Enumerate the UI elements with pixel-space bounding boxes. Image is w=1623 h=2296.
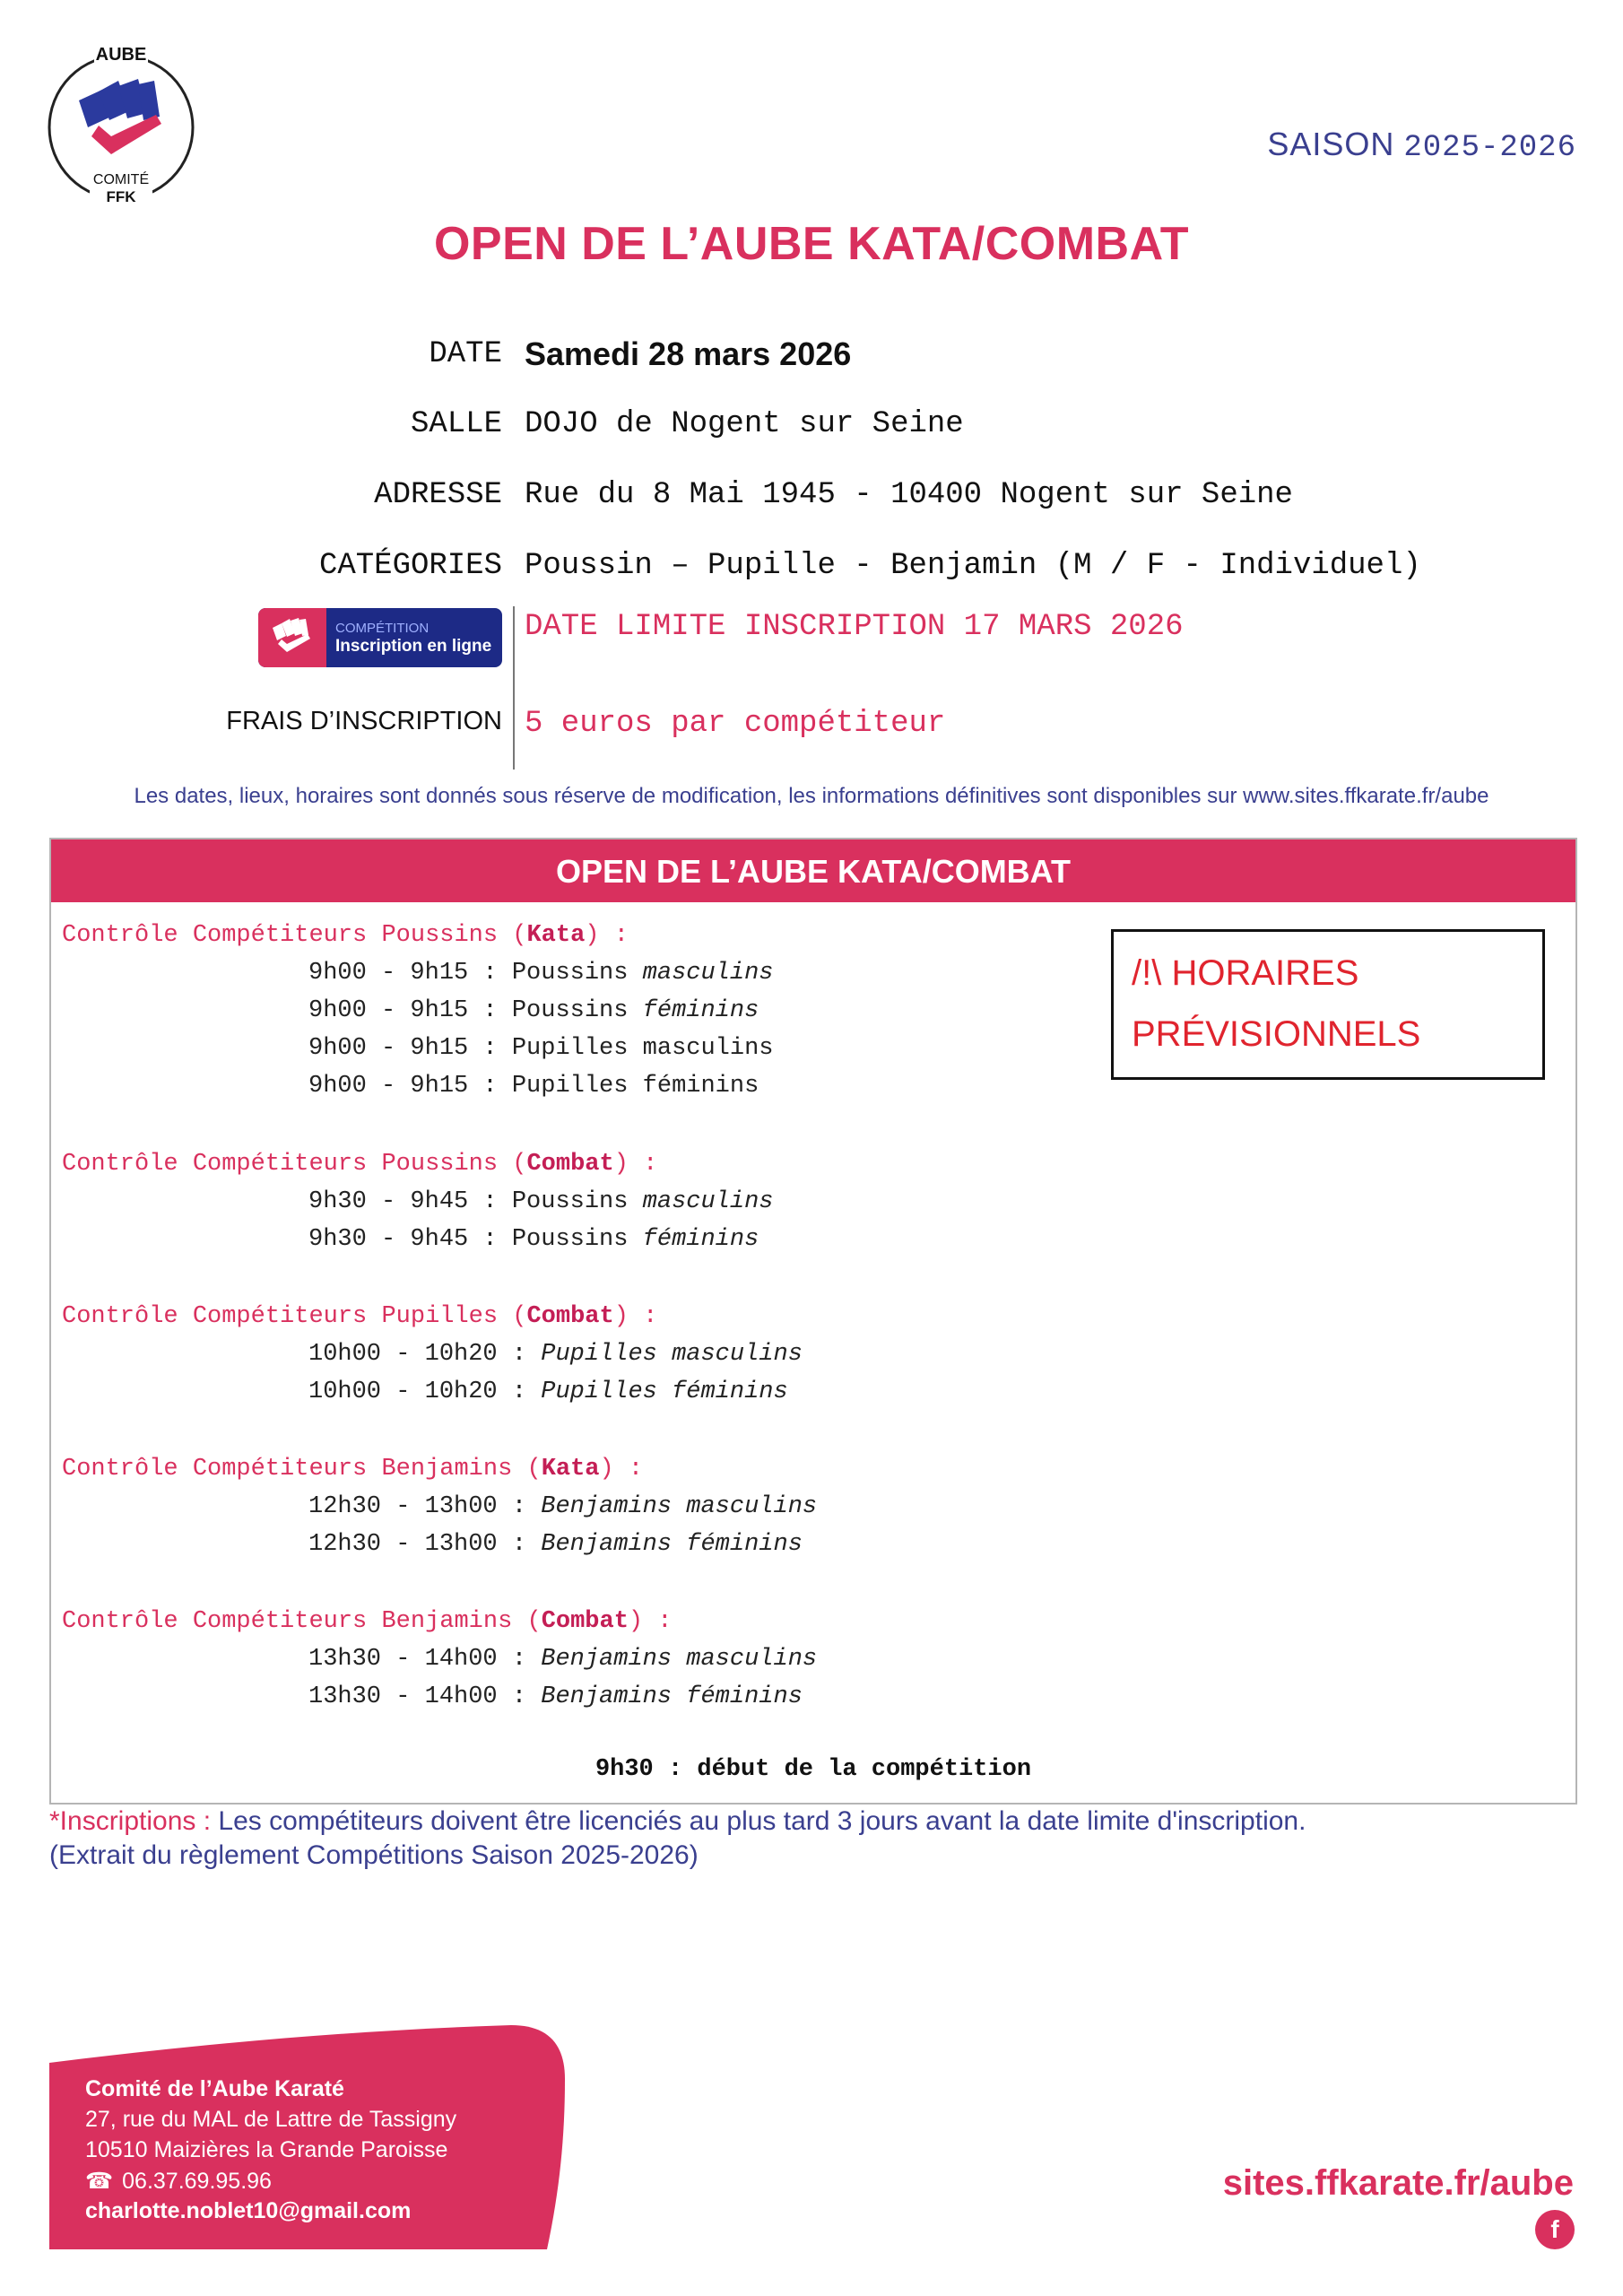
section-heading [62, 1151, 657, 1178]
row-gender: féminins [642, 997, 759, 1024]
provisional-warning-box [1111, 929, 1545, 1080]
row-category: Benjamins [541, 1683, 687, 1710]
row-gender: masculins [642, 1188, 774, 1215]
row-gender: masculins [642, 1035, 774, 1062]
footnote-star: *Inscriptions : [49, 1806, 212, 1836]
salle-value: DOJO de Nogent sur Seine [525, 407, 964, 441]
row-category: Benjamins [541, 1531, 687, 1558]
section-heading-kind: Kata [526, 922, 586, 949]
logo-bottom-text: COMITÉ [92, 172, 150, 187]
section-heading-kind: Combat [526, 1303, 614, 1330]
salle-label: SALLE [410, 407, 502, 441]
logo-top-text: AUBE [95, 45, 147, 65]
facebook-icon[interactable]: f [1535, 2210, 1575, 2249]
section-heading-suffix: ) : [585, 922, 629, 949]
row-category: Pupilles [541, 1378, 673, 1405]
schedule-row [308, 1226, 759, 1253]
row-gender: masculins [642, 960, 774, 987]
footer-address-1: 27, rue du MAL de Lattre de Tassigny [85, 2107, 457, 2132]
season-label [1267, 126, 1576, 165]
section-heading-prefix: Contrôle Compétiteurs Benjamins ( [62, 1608, 542, 1635]
row-gender: féminins [642, 1073, 759, 1100]
row-time: 10h00 - 10h20 : [308, 1378, 542, 1405]
registration-footnote [49, 1805, 1306, 1873]
row-time: 13h30 - 14h00 : [308, 1683, 542, 1710]
section-heading-prefix: Contrôle Compétiteurs Poussins ( [62, 1151, 527, 1178]
schedule-row [308, 1073, 759, 1100]
logo-sub-text: FFK [106, 188, 136, 205]
row-gender: féminins [686, 1531, 803, 1558]
badge-small-text: COMPÉTITION [335, 621, 430, 636]
row-gender: féminins [642, 1226, 759, 1253]
schedule-row [308, 1531, 803, 1558]
footnote-line-1 [49, 1805, 1306, 1839]
section-heading-prefix: Contrôle Compétiteurs Poussins ( [62, 922, 527, 949]
row-gender: féminins [672, 1378, 788, 1405]
footer-address-2: 10510 Maizières la Grande Paroisse [85, 2137, 448, 2162]
schedule-row [308, 1378, 788, 1405]
categories-value: Poussin – Pupille - Benjamin (M / F - Individuel) [525, 549, 1421, 583]
karate-fist-icon [258, 608, 326, 667]
date-label: DATE [429, 337, 502, 371]
categories-label: CATÉGORIES [318, 549, 502, 583]
row-time: 12h30 - 13h00 : [308, 1531, 542, 1558]
row-gender: féminins [686, 1683, 803, 1710]
footer-site-link[interactable]: sites.ffkarate.fr/aube [1222, 2163, 1574, 2203]
section-heading-prefix: Contrôle Compétiteurs Benjamins ( [62, 1456, 542, 1483]
section-heading-kind: Combat [541, 1608, 629, 1635]
section-heading-kind: Kata [541, 1456, 600, 1483]
fee-value: 5 euros par compétiteur [525, 707, 946, 741]
row-category: Poussins [511, 1188, 643, 1215]
row-gender: masculins [686, 1646, 818, 1673]
section-heading-suffix: ) : [613, 1151, 658, 1178]
provisional-warning-text [1132, 943, 1420, 1065]
row-gender: masculins [672, 1341, 803, 1368]
section-heading-suffix: ) : [628, 1608, 673, 1635]
adresse-label: ADRESSE [374, 478, 502, 512]
row-time: 9h00 - 9h15 : [308, 997, 512, 1024]
deadline-text: DATE LIMITE INSCRIPTION 17 MARS 2026 [525, 610, 1184, 644]
footnote-text: Les compétiteurs doivent être licenciés au plus tard 3 jours avant la date limite d'inscription. [211, 1806, 1306, 1836]
phone-icon: ☎ [85, 2169, 114, 2194]
page-title: OPEN DE L’AUBE KATA/COMBAT [433, 218, 1190, 270]
footer-org: Comité de l’Aube Karaté [85, 2076, 344, 2101]
fee-label: FRAIS D’INSCRIPTION [226, 707, 502, 735]
row-category: Poussins [511, 960, 643, 987]
warning-line-2: PRÉVISIONNELS [1132, 1014, 1421, 1054]
footer-email[interactable]: charlotte.noblet10@gmail.com [85, 2198, 412, 2223]
notice-text: Les dates, lieux, horaires sont donnés sous réserve de modification, les informations définitives sont disponibles sur www.sites.ffkarate.fr/aube [134, 784, 1489, 808]
row-gender: masculins [686, 1493, 818, 1520]
schedule-row [308, 997, 759, 1024]
info-divider [513, 606, 515, 770]
season-years: 2025-2026 [1403, 131, 1576, 165]
row-category: Benjamins [541, 1493, 687, 1520]
row-category: Pupilles [541, 1341, 673, 1368]
section-heading [62, 922, 629, 949]
section-heading-prefix: Contrôle Compétiteurs Pupilles ( [62, 1303, 527, 1330]
schedule-row [308, 1646, 817, 1673]
row-time: 9h00 - 9h15 : [308, 1035, 512, 1062]
footer-phone-number: 06.37.69.95.96 [122, 2169, 272, 2194]
row-category: Pupilles [511, 1035, 643, 1062]
schedule-row [308, 1683, 803, 1710]
section-heading-suffix: ) : [599, 1456, 644, 1483]
schedule-row [308, 1493, 817, 1520]
footnote-line-2: (Extrait du règlement Compétitions Saison 2025-2026) [49, 1840, 699, 1870]
row-time: 9h00 - 9h15 : [308, 960, 512, 987]
row-category: Poussins [511, 1226, 643, 1253]
online-registration-badge[interactable] [258, 608, 502, 667]
section-heading [62, 1303, 657, 1330]
row-time: 10h00 - 10h20 : [308, 1341, 542, 1368]
schedule-row [308, 1035, 774, 1062]
competition-start: 9h30 : début de la compétition [595, 1756, 1032, 1783]
section-heading-kind: Combat [526, 1151, 614, 1178]
row-time: 12h30 - 13h00 : [308, 1493, 542, 1520]
section-heading [62, 1456, 643, 1483]
date-value: Samedi 28 mars 2026 [525, 335, 852, 372]
section-heading [62, 1608, 673, 1635]
schedule-row [308, 1341, 803, 1368]
schedule-panel [49, 838, 1577, 1805]
row-category: Pupilles [511, 1073, 643, 1100]
row-category: Benjamins [541, 1646, 687, 1673]
row-time: 9h00 - 9h15 : [308, 1073, 512, 1100]
section-heading-suffix: ) : [613, 1303, 658, 1330]
row-time: 9h30 - 9h45 : [308, 1226, 512, 1253]
schedule-panel-header: OPEN DE L’AUBE KATA/COMBAT [51, 839, 1575, 902]
season-word: SAISON [1267, 126, 1395, 162]
adresse-value: Rue du 8 Mai 1945 - 10400 Nogent sur Seine [525, 478, 1293, 512]
schedule-row [308, 960, 774, 987]
row-time: 13h30 - 14h00 : [308, 1646, 542, 1673]
footer-phone [85, 2168, 272, 2195]
badge-main-text: Inscription en ligne [335, 637, 492, 656]
schedule-row [308, 1188, 774, 1215]
row-category: Poussins [511, 997, 643, 1024]
comite-logo [45, 45, 197, 206]
row-time: 9h30 - 9h45 : [308, 1188, 512, 1215]
warning-line-1: /!\ HORAIRES [1132, 953, 1359, 993]
